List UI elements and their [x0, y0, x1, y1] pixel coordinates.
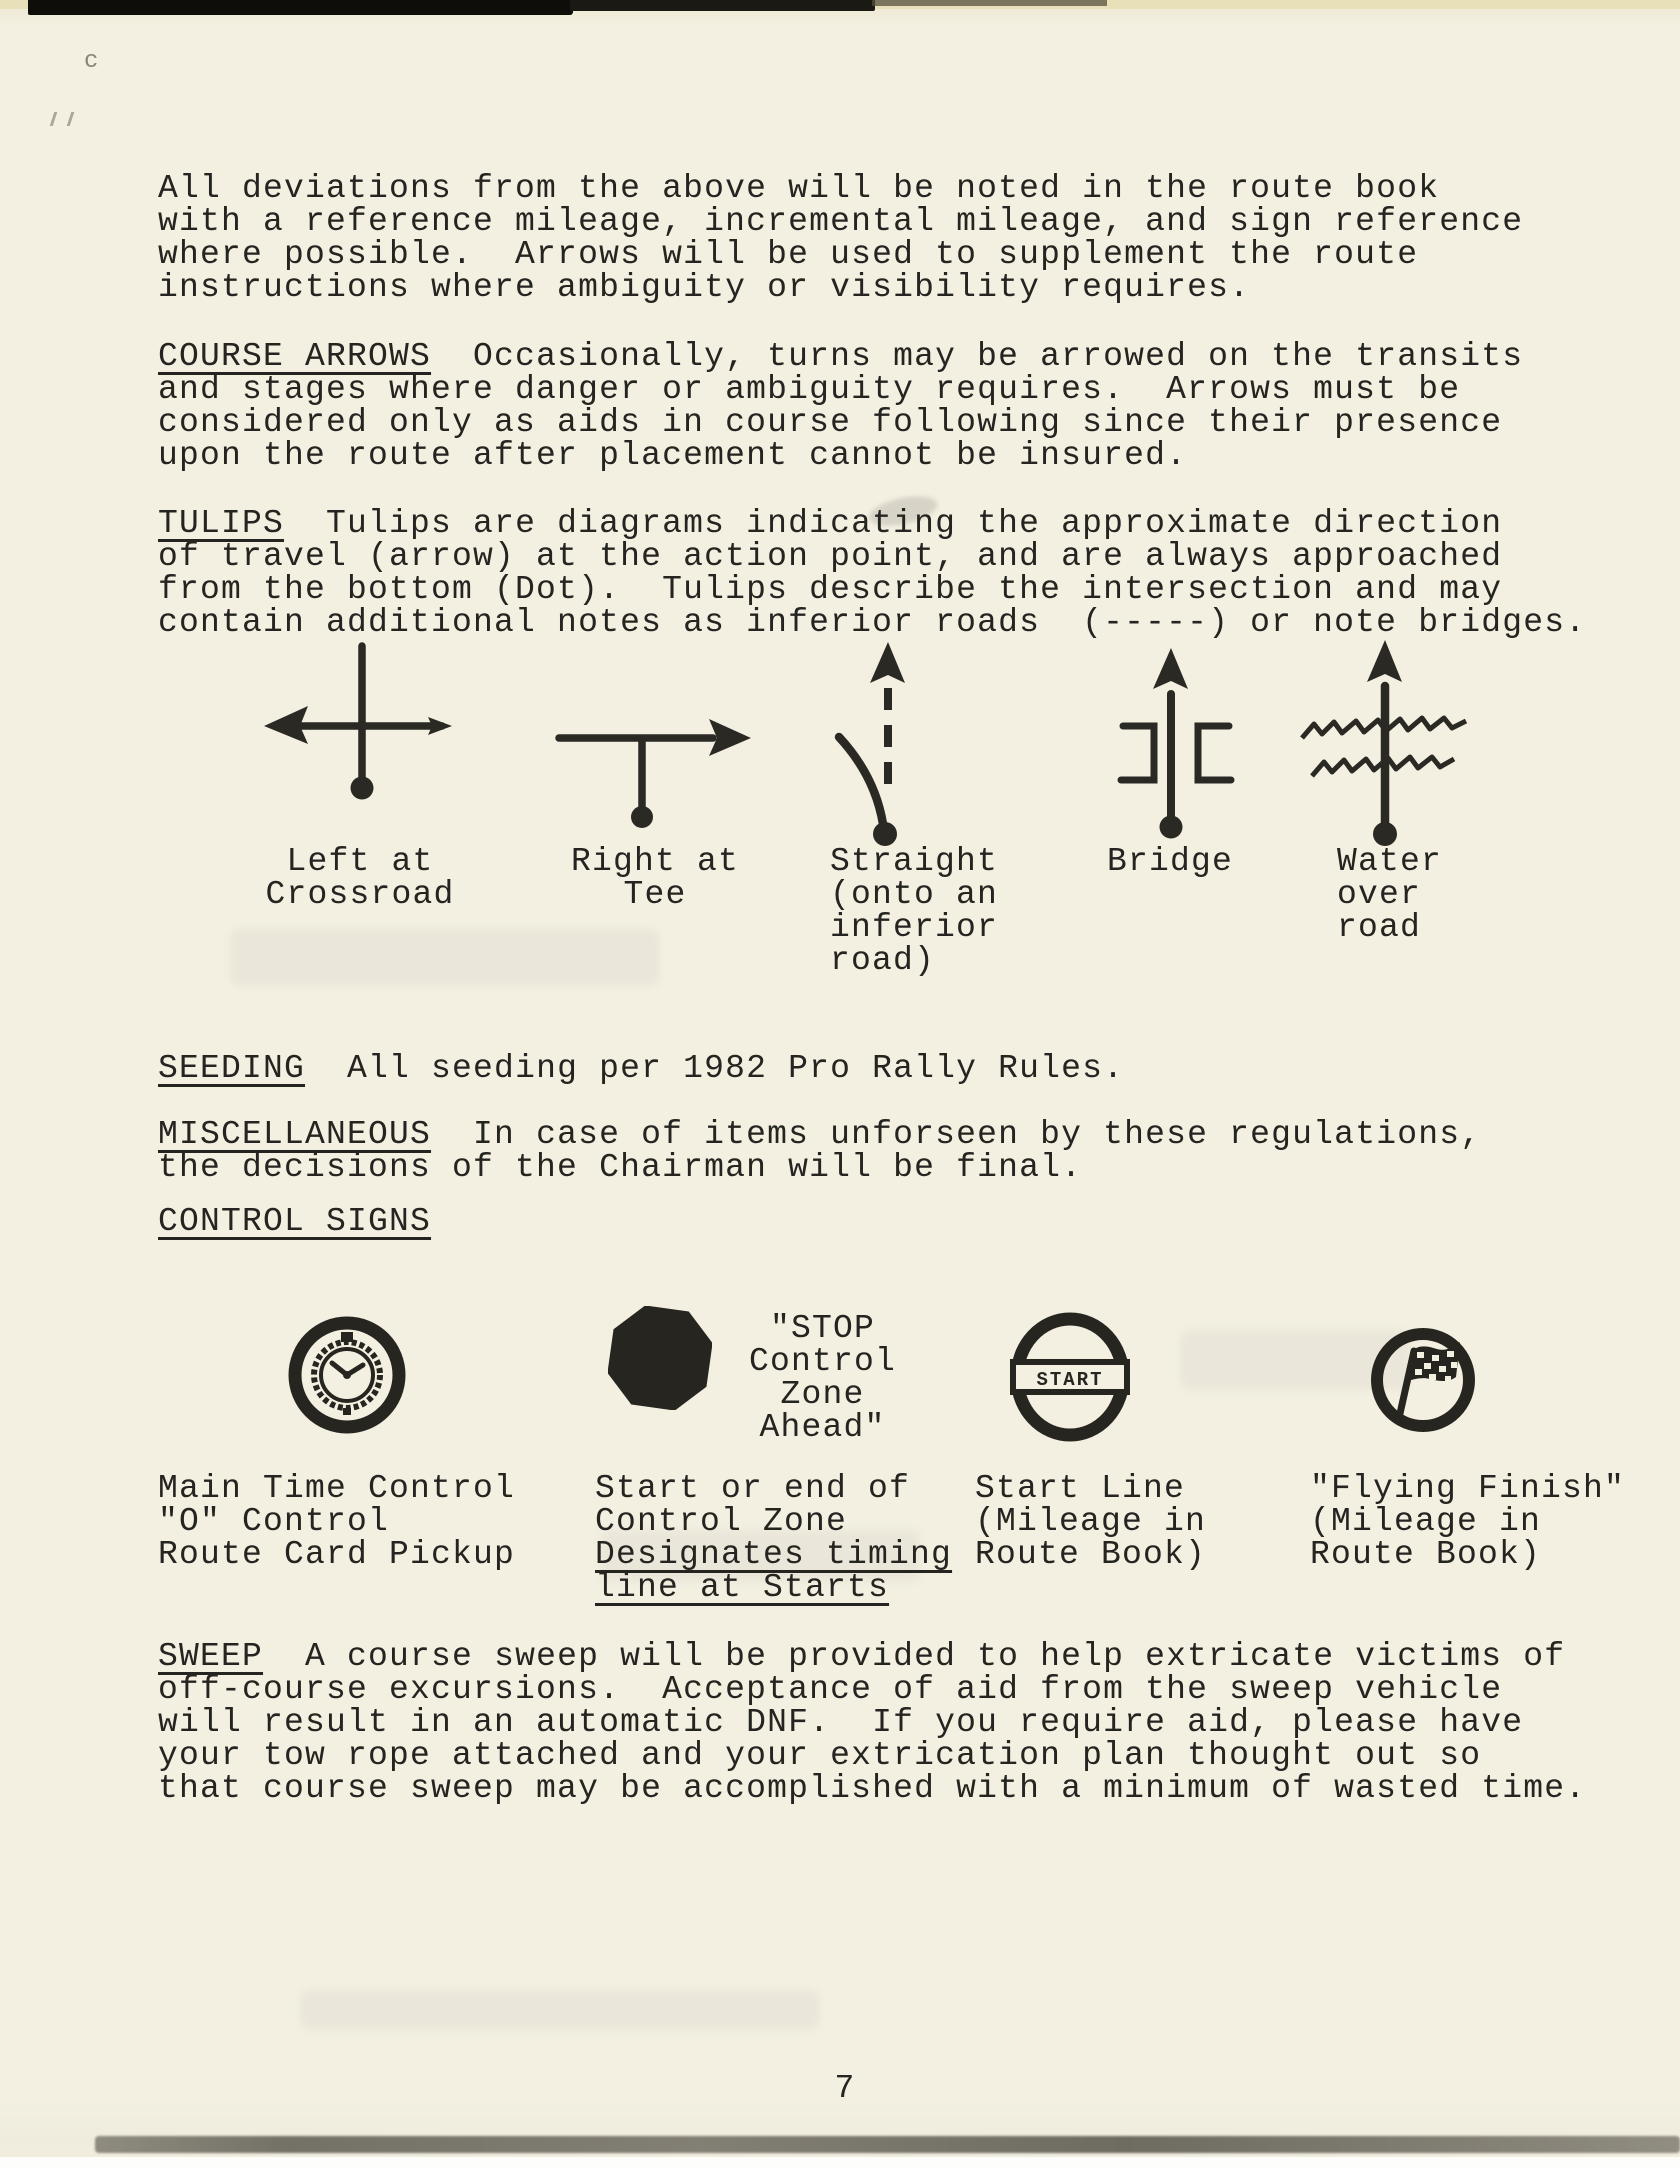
page-number: 7	[834, 2070, 856, 2107]
text-line	[158, 1640, 1586, 1673]
label-line: Route Book)	[1310, 1536, 1542, 1573]
label-bridge	[1090, 845, 1250, 878]
label-line: Start Line	[975, 1470, 1186, 1507]
label-right-tee	[545, 845, 765, 911]
label-line: (Mileage in	[1310, 1503, 1542, 1540]
tulip-water-over-road-icon	[1290, 634, 1480, 856]
margin-tick-marks	[50, 112, 75, 126]
text-line: contain additional notes as inferior roads (-----) or note bridges.	[158, 604, 1587, 641]
text-line: where possible. Arrows will be used to supplement the route	[158, 236, 1419, 273]
miscellaneous-section	[158, 1118, 1481, 1184]
heading-line-rest: All seeding per 1982 Pro Rally Rules.	[305, 1050, 1125, 1087]
section-heading: COURSE ARROWS	[158, 338, 432, 375]
margin-mark: c	[84, 48, 99, 75]
label-straight-inferior	[830, 845, 998, 977]
label-left-crossroad	[250, 845, 470, 911]
section-heading: CONTROL SIGNS	[158, 1203, 432, 1240]
text-line: that course sweep may be accomplished with a minimum of wasted time.	[158, 1770, 1587, 1807]
scan-top-black-bar-2	[570, 0, 875, 11]
text-line: of travel (arrow) at the action point, and are always approached	[158, 538, 1503, 575]
label-line: road)	[830, 942, 936, 979]
intro-paragraph	[158, 172, 1523, 304]
flying-finish-flag-icon	[1365, 1322, 1481, 1438]
section-heading: MISCELLANEOUS	[158, 1116, 432, 1153]
label-line: over	[1337, 876, 1422, 913]
control-signs-section-heading	[158, 1205, 431, 1238]
label-line: Tee	[623, 876, 687, 913]
label-line: Right at	[570, 843, 740, 880]
heading-line-rest: Occasionally, turns may be arrowed on the transits	[431, 338, 1524, 375]
label-line: Route Card Pickup	[158, 1536, 516, 1573]
label-line: Start or end of	[595, 1470, 911, 1507]
tulips-section	[158, 507, 1586, 639]
label-line: Control Zone	[595, 1503, 848, 1540]
text-line: and stages where danger or ambiguity requires. Arrows must be	[158, 371, 1461, 408]
tulip-left-crossroad-icon	[250, 636, 470, 816]
stop-sign-caption	[725, 1312, 920, 1444]
scan-top-black-bar-3	[872, 0, 1107, 6]
start-badge-text: START	[1036, 1369, 1104, 1391]
label-flying-finish	[1310, 1472, 1625, 1571]
tulip-straight-inferior-road-icon	[790, 636, 990, 851]
section-heading: SWEEP	[158, 1638, 264, 1675]
label-line: "Flying Finish"	[1310, 1470, 1626, 1507]
caption-line: Zone	[780, 1376, 865, 1413]
label-line: Crossroad	[265, 876, 455, 913]
text-line: will result in an automatic DNF. If you require aid, please have	[158, 1704, 1524, 1741]
tulip-right-tee-icon	[545, 700, 765, 845]
caption-line: "STOP	[769, 1310, 876, 1347]
text-line	[158, 1205, 431, 1238]
label-line: inferior	[830, 909, 999, 946]
bleedthrough-smudge	[300, 1990, 820, 2030]
text-line	[158, 1052, 1124, 1085]
label-line: Straight	[830, 843, 999, 880]
bleedthrough-smudge	[230, 928, 660, 986]
stop-octagon-icon	[608, 1306, 712, 1410]
label-line: Left at	[286, 843, 434, 880]
label-line: Main Time Control	[158, 1470, 516, 1507]
caption-line: Control	[748, 1343, 897, 1380]
text-line: the decisions of the Chairman will be final.	[158, 1149, 1083, 1186]
label-line: "O" Control	[158, 1503, 390, 1540]
label-line-underlined: Designates timing	[595, 1536, 953, 1573]
label-line: road	[1337, 909, 1422, 946]
label-water	[1337, 845, 1442, 944]
text-line	[158, 507, 1586, 540]
sweep-section	[158, 1640, 1586, 1805]
text-line: considered only as aids in course following since their presence	[158, 404, 1503, 441]
label-line: Bridge	[1106, 843, 1234, 880]
label-line: (Mileage in	[975, 1503, 1207, 1540]
course-arrows-section	[158, 340, 1523, 472]
text-line: off-course excursions. Acceptance of aid from the sweep vehicle	[158, 1671, 1503, 1708]
text-line: with a reference mileage, incremental mileage, and sign reference	[158, 203, 1524, 240]
heading-line-rest: Tulips are diagrams indicating the approximate direction	[284, 505, 1503, 542]
text-line: from the bottom (Dot). Tulips describe the intersection and may	[158, 571, 1503, 608]
caption-line: Ahead"	[759, 1409, 886, 1446]
label-line: Water	[1337, 843, 1443, 880]
label-line: (onto an	[830, 876, 999, 913]
start-line-sign-icon	[1008, 1312, 1132, 1442]
tulip-bridge-icon	[1090, 640, 1250, 850]
label-control-zone	[595, 1472, 952, 1604]
heading-line-rest: A course sweep will be provided to help extricate victims of	[263, 1638, 1566, 1675]
seeding-section	[158, 1052, 1124, 1085]
label-main-time-control	[158, 1472, 515, 1571]
text-line	[158, 1118, 1481, 1151]
label-line: Route Book)	[975, 1536, 1207, 1573]
text-line	[158, 340, 1523, 373]
label-line-underlined: line at Starts	[595, 1569, 890, 1606]
label-start-line	[975, 1472, 1206, 1571]
scan-bottom-edge	[0, 2157, 1680, 2168]
scan-bottom-shadow	[95, 2136, 1680, 2153]
section-heading: SEEDING	[158, 1050, 306, 1087]
text-line: your tow rope attached and your extrication plan thought out so	[158, 1737, 1482, 1774]
text-line: instructions where ambiguity or visibility requires.	[158, 269, 1251, 306]
heading-line-rest: In case of items unforseen by these regulations,	[431, 1116, 1482, 1153]
text-line: All deviations from the above will be noted in the route book	[158, 170, 1440, 207]
section-heading: TULIPS	[158, 505, 285, 542]
scan-top-black-bar	[28, 0, 573, 15]
time-control-clock-icon	[285, 1313, 409, 1437]
text-line: upon the route after placement cannot be insured.	[158, 437, 1188, 474]
